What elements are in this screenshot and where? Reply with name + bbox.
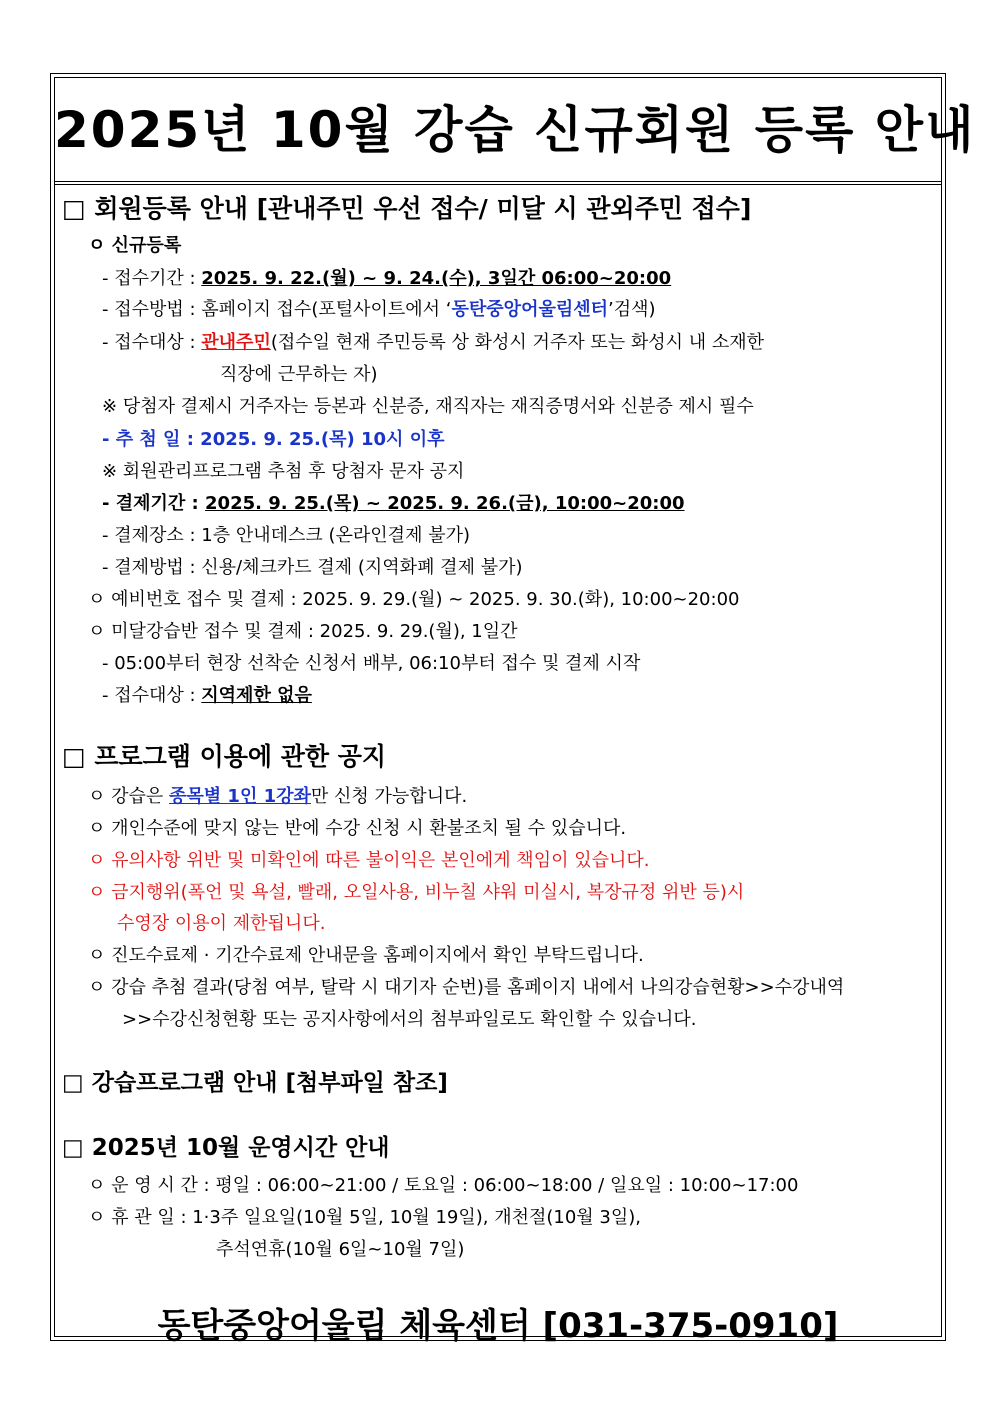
closed-days-continued: 추석연휴(10월 6일~10월 7일) — [216, 1239, 465, 1260]
notice-item-1 — [88, 785, 467, 809]
notice-item-6-continued: >>수강신청현황 또는 공지사항에서의 첨부파일로도 확인할 수 있습니다. — [122, 1009, 697, 1030]
target-value: 관내주민 — [201, 332, 271, 353]
winner-payment-note: ※ 당첨자 결제시 거주자는 등본과 신분증, 재직자는 재직증명서와 신분증 제시 필수 — [102, 396, 754, 417]
method-row — [102, 298, 656, 322]
unfilled-target-value: 지역제한 없음 — [201, 685, 312, 706]
unfilled-class-info: ㅇ 미달강습반 접수 및 결제 : 2025. 9. 29.(월), 1일간 — [88, 621, 518, 642]
period-value: 2025. 9. 22.(월) ~ 9. 24.(수), 3일간 06:00~20:00 — [201, 268, 672, 289]
unfilled-target-label: - 접수대상 : — [102, 685, 202, 706]
payment-period-row — [102, 492, 685, 516]
new-registration-label: ㅇ 신규등록 — [88, 235, 182, 256]
section-program-guide-heading: □ 강습프로그램 안내 [첨부파일 참조] — [62, 1070, 448, 1096]
period-label: - 접수기간 : — [102, 268, 202, 289]
method-end: ’검색) — [608, 299, 656, 320]
notice-item-1-emph: 종목별 1인 1강좌 — [169, 786, 311, 807]
operating-hours: ㅇ 운 영 시 간 : 평일 : 06:00~21:00 / 토요일 : 06:00~18:00 / 일요일 : 10:00~17:00 — [88, 1175, 799, 1196]
target-rest: (접수일 현재 주민등록 상 화성시 거주자 또는 화성시 내 소재한 — [270, 332, 765, 353]
notice-item-1-post: 만 신청 가능합니다. — [310, 786, 468, 807]
method-site: 동탄중앙어울림센터 — [451, 299, 609, 320]
method-label: - 접수방법 : 홈페이지 접수(포털사이트에서 ‘ — [102, 299, 452, 320]
notice-item-5: ㅇ 진도수료제 · 기간수료제 안내문을 홈페이지에서 확인 부탁드립니다. — [88, 945, 644, 966]
notice-item-6: ㅇ 강습 추첨 결과(당첨 여부, 탈락 시 대기자 순번)를 홈페이지 내에서 나의강습현황>>수강내역 — [88, 977, 845, 998]
title-separator — [54, 181, 942, 185]
section-registration-heading: □ 회원등록 안내 [관내주민 우선 접수/ 미달 시 관외주민 접수] — [62, 194, 752, 223]
unfilled-class-detail: - 05:00부터 현장 선착순 신청서 배부, 06:10부터 접수 및 결제 시작 — [102, 653, 641, 674]
section-program-notice-heading: □ 프로그램 이용에 관한 공지 — [62, 742, 387, 771]
target-row — [102, 331, 764, 355]
footer-contact: 동탄중앙어울림 체육센터 [031-375-0910] — [157, 1306, 839, 1346]
payment-period-value: 2025. 9. 25.(목) ~ 2025. 9. 26.(금), 10:00~20:00 — [205, 493, 685, 514]
draw-date: - 추 첨 일 : 2025. 9. 25.(목) 10시 이후 — [102, 429, 445, 450]
payment-period-label: - 결제기간 : — [102, 493, 206, 514]
page-title: 2025년 10월 강습 신규회원 등록 안내 — [54, 101, 976, 159]
reserve-number-info: ㅇ 예비번호 접수 및 결제 : 2025. 9. 29.(월) ~ 2025. 9. 30.(화), 10:00~20:00 — [88, 589, 740, 610]
notice-item-4-continued: 수영장 이용이 제한됩니다. — [117, 913, 326, 934]
notice-item-1-pre: ㅇ 강습은 — [88, 786, 169, 807]
section-operating-hours-heading: □ 2025년 10월 운영시간 안내 — [62, 1135, 390, 1161]
notice-item-2: ㅇ 개인수준에 맞지 않는 반에 수강 신청 시 환불조치 될 수 있습니다. — [88, 818, 627, 839]
payment-place: - 결제장소 : 1층 안내데스크 (온라인결제 불가) — [102, 525, 470, 546]
closed-days: ㅇ 휴 관 일 : 1·3주 일요일(10월 5일, 10월 19일), 개천절(10월 3일), — [88, 1207, 641, 1228]
payment-method: - 결제방법 : 신용/체크카드 결제 (지역화폐 결제 불가) — [102, 557, 523, 578]
unfilled-target-row — [102, 684, 312, 708]
target-label: - 접수대상 : — [102, 332, 202, 353]
draw-notice-note: ※ 회원관리프로그램 추첨 후 당첨자 문자 공지 — [102, 461, 465, 482]
notice-item-3: ㅇ 유의사항 위반 및 미확인에 따른 불이익은 본인에게 책임이 있습니다. — [88, 850, 650, 871]
target-continued: 직장에 근무하는 자) — [220, 364, 378, 385]
period-row — [102, 267, 671, 291]
notice-item-4: ㅇ 금지행위(폭언 및 욕설, 빨래, 오일사용, 비누칠 샤워 미실시, 복장규정 위반 등)시 — [88, 882, 745, 903]
